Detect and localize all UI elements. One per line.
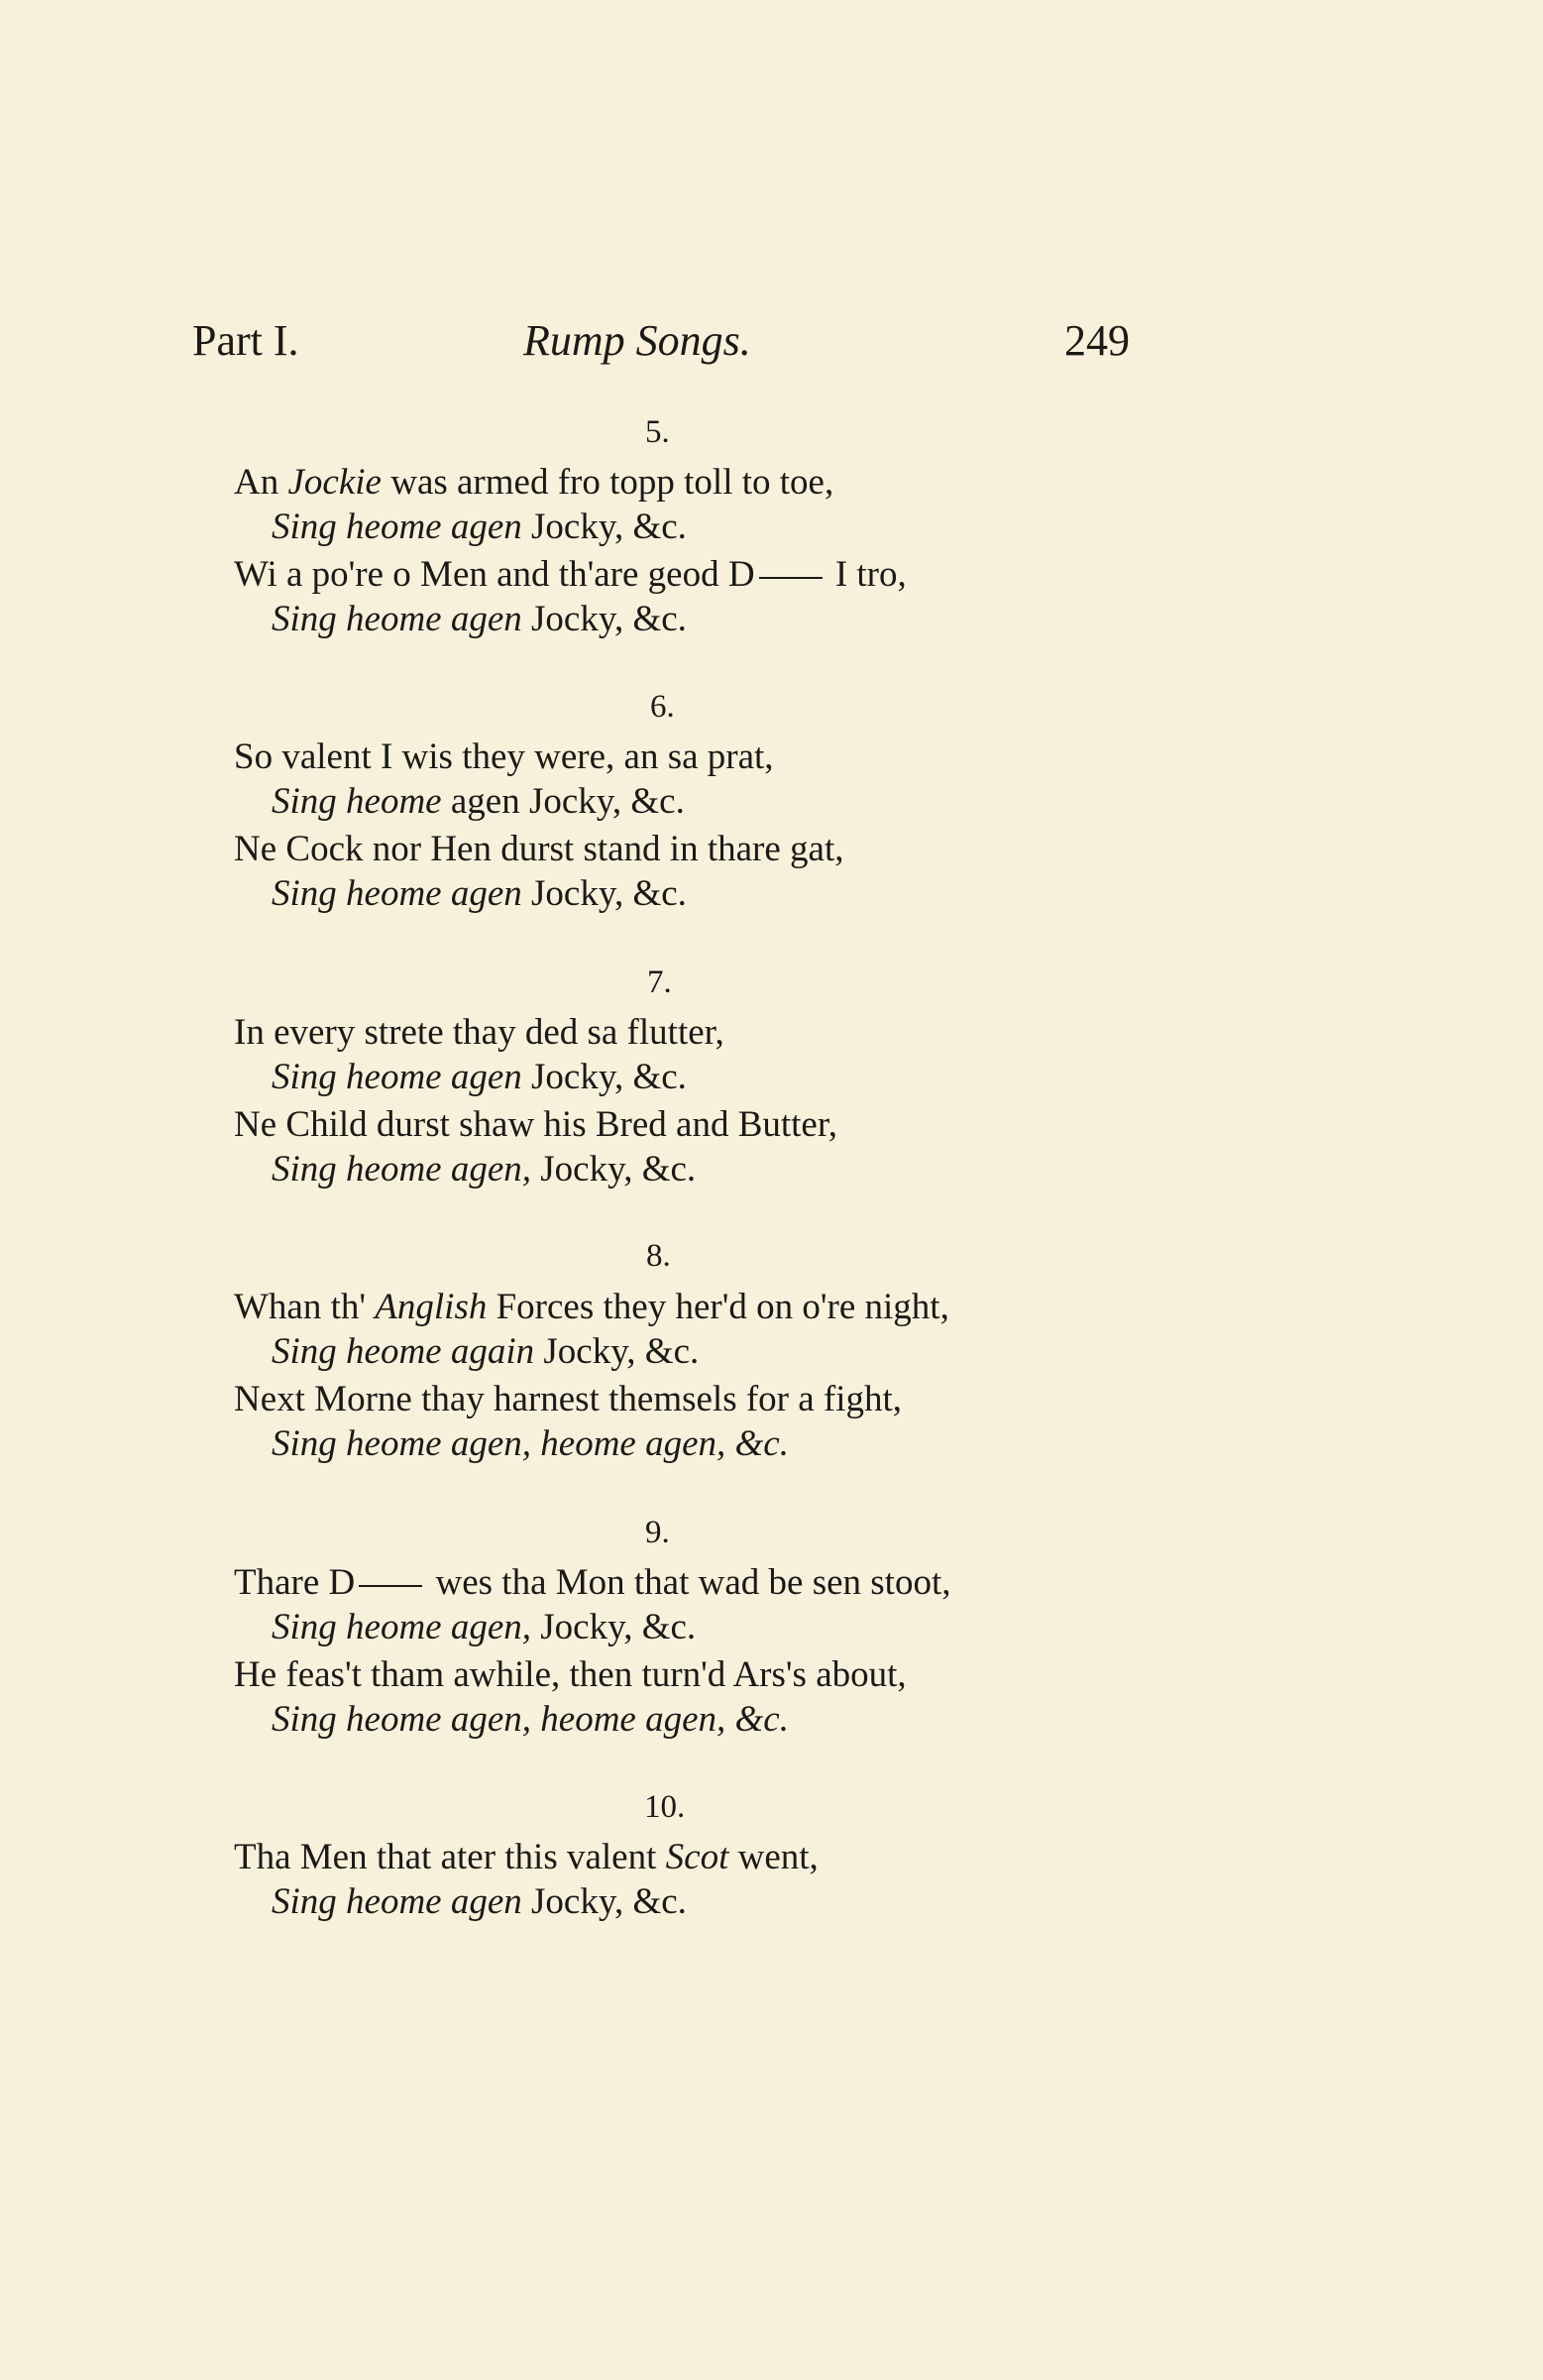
refrain-line: Sing heome agen Jocky, &c. [272,1881,687,1922]
page-number: 249 [1064,316,1130,365]
refrain-line: Sing heome again Jocky, &c. [272,1331,700,1372]
verse-line: Tha Men that ater this valent Scot went, [234,1837,819,1877]
refrain-line: Sing heome agen, Jocky, &c. [272,1149,697,1190]
refrain-line: Sing heome agen Jocky, &c. [272,873,687,914]
refrain-line: Sing heome agen Jocky, &c. [272,781,685,822]
stanza-number: 7. [647,964,672,1000]
refrain-line: Sing heome agen, Jocky, &c. [272,1607,697,1647]
stanza-number: 8. [646,1238,671,1274]
verse-line: Ne Cock nor Hen durst stand in thare gat, [234,829,844,869]
verse-line: In every strete thay ded sa flutter, [234,1012,724,1053]
em-dash-rule [359,1585,422,1587]
verse-line: Wi a po're o Men and th'are geod D I tro, [234,554,907,595]
stanza-number: 10. [644,1789,686,1825]
refrain-line: Sing heome agen, heome agen, &c. [272,1699,789,1740]
stanza-number: 9. [645,1515,670,1550]
refrain-line: Sing heome agen Jocky, &c. [272,599,687,639]
refrain-line: Sing heome agen Jocky, &c. [272,1057,687,1097]
refrain-line: Sing heome agen Jocky, &c. [272,507,687,547]
stanza-number: 6. [650,689,675,725]
verse-line: An Jockie was armed fro topp toll to toe, [234,462,834,503]
verse-line: He feas't tham awhile, then turn'd Ars's about, [234,1654,907,1695]
stanza-number: 5. [645,414,670,450]
verse-line: So valent I wis they were, an sa prat, [234,737,774,777]
refrain-line: Sing heome agen, heome agen, &c. [272,1423,789,1464]
running-head-title: Rump Songs. [523,316,751,365]
em-dash-rule [759,577,823,579]
verse-line: Whan th' Anglish Forces they her'd on o're night, [234,1287,949,1327]
verse-line: Ne Child durst shaw his Bred and Butter, [234,1104,837,1145]
running-head-part: Part I. [192,316,299,365]
verse-line: Next Morne thay harnest themsels for a fight, [234,1379,903,1419]
verse-line: Thare D wes tha Mon that wad be sen stoot, [234,1562,951,1603]
